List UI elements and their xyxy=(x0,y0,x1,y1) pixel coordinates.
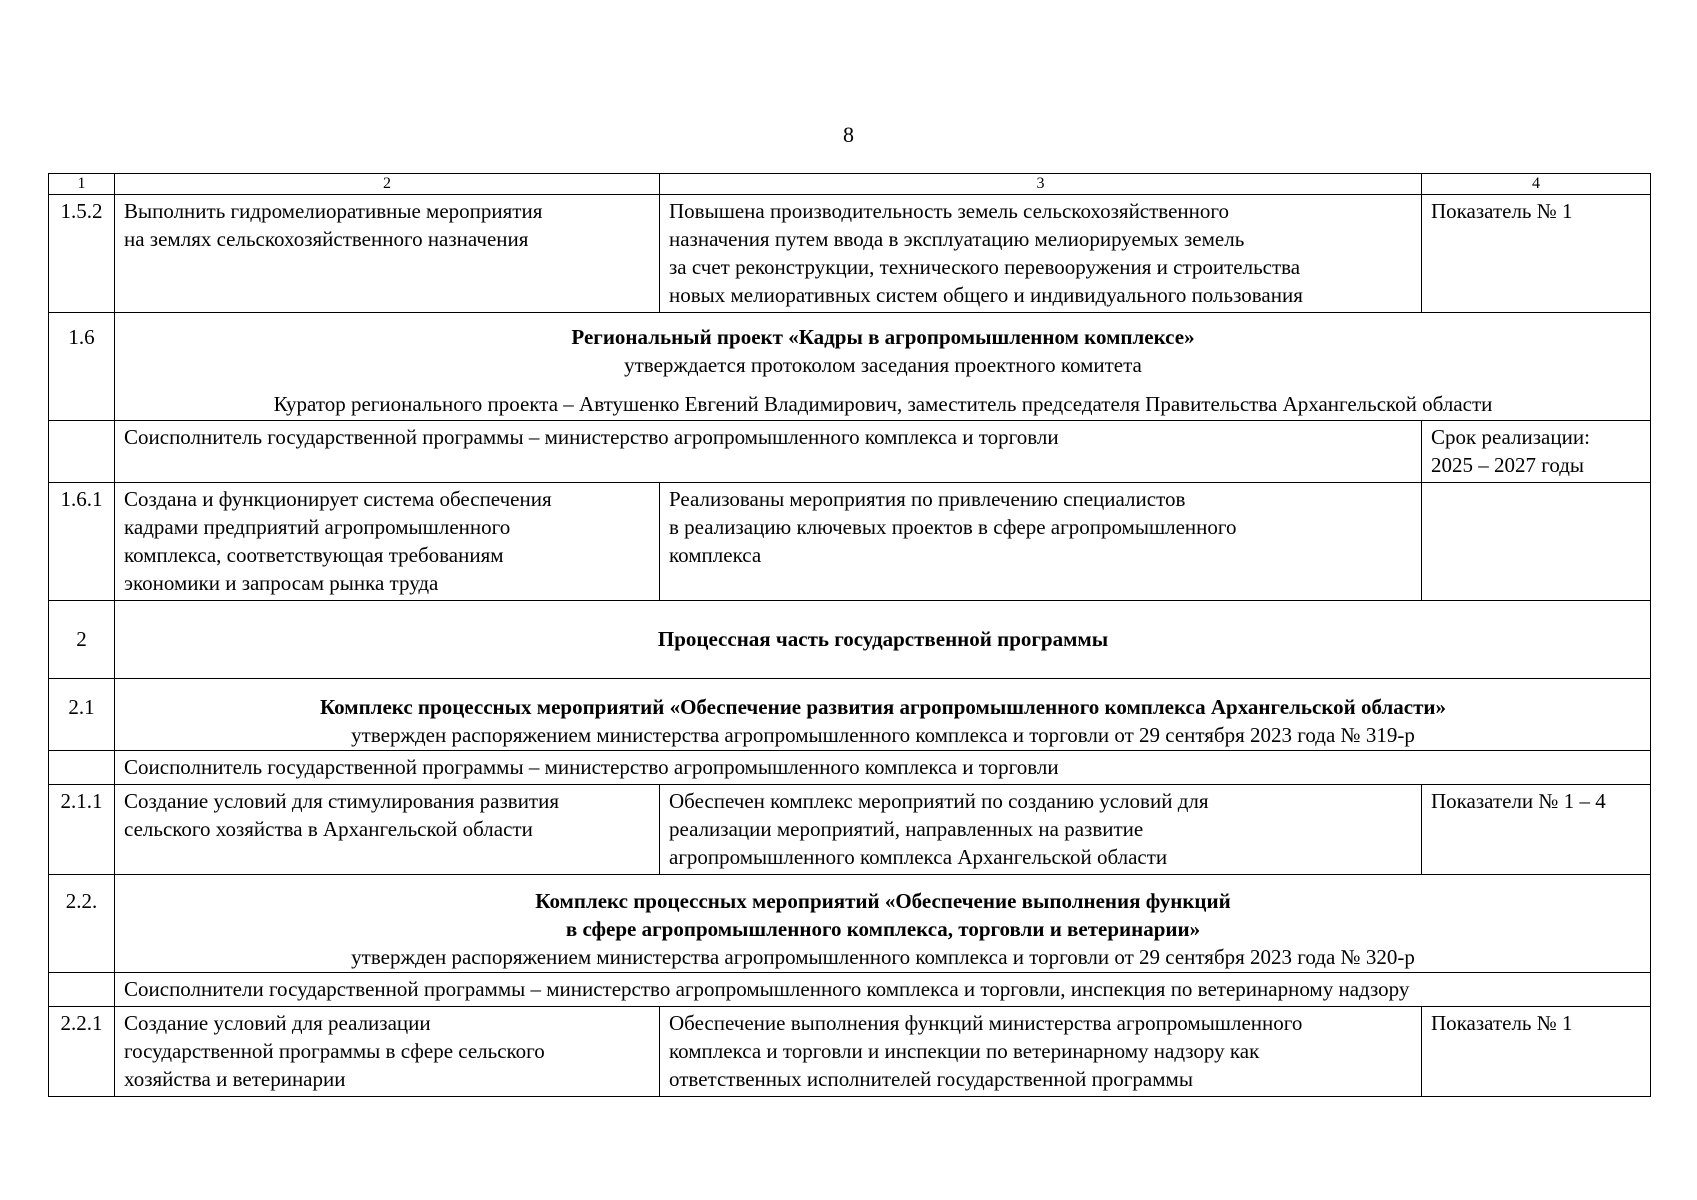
section-header-cell xyxy=(115,679,1651,751)
coexecutor-cell: Соисполнитель государственной программы – министерство агропромышленного комплекса и торговли xyxy=(115,421,1422,483)
program-structure-table xyxy=(48,173,1651,1097)
section-approval: утвержден распоряжением министерства агропромышленного комплекса и торговли от 29 сентября 2023 года № 320-р xyxy=(351,945,1415,969)
result-line: комплекса и торговли и инспекции по ветеринарному надзору как xyxy=(669,1039,1260,1063)
result-cell xyxy=(660,195,1422,313)
coexecutor-cell: Соисполнитель государственной программы – министерство агропромышленного комплекса и торговли xyxy=(115,751,1651,785)
section-title-line: Комплекс процессных мероприятий «Обеспечение выполнения функций xyxy=(535,889,1231,913)
indicator-cell: Показатель № 1 xyxy=(1422,195,1651,313)
column-numbers-row xyxy=(49,174,1651,195)
section-approval: утвержден распоряжением министерства агропромышленного комплекса и торговли от 29 сентября 2023 года № 319-р xyxy=(351,723,1415,747)
section-approval: утверждается протоколом заседания проектного комитета xyxy=(624,353,1142,377)
empty-cell xyxy=(49,421,115,483)
page-number: 8 xyxy=(843,122,854,147)
task-line: комплекса, соответствующая требованиям xyxy=(124,543,504,567)
task-line: Создана и функционирует система обеспечения xyxy=(124,487,552,511)
section-title: Комплекс процессных мероприятий «Обеспечение развития агропромышленного комплекса Архангельской области» xyxy=(319,695,1446,719)
term-value: 2025 – 2027 годы xyxy=(1431,453,1585,477)
coexecutor-row xyxy=(49,751,1651,785)
section-header-cell xyxy=(115,313,1651,421)
result-cell xyxy=(660,785,1422,875)
row-number: 2.1.1 xyxy=(49,785,115,875)
indicator-cell xyxy=(1422,483,1651,601)
indicator-cell: Показатели № 1 – 4 xyxy=(1422,785,1651,875)
task-line: экономики и запросам рынка труда xyxy=(124,571,439,595)
column-number: 2 xyxy=(115,174,660,195)
section-number: 2.2. xyxy=(49,875,115,973)
task-cell xyxy=(115,785,660,875)
column-number: 4 xyxy=(1422,174,1651,195)
result-line: Повышена производительность земель сельскохозяйственного xyxy=(669,199,1229,223)
task-line: Создание условий для стимулирования развития xyxy=(124,789,560,813)
task-line: хозяйства и ветеринарии xyxy=(124,1067,346,1091)
task-line: Выполнить гидромелиоративные мероприятия xyxy=(124,199,543,223)
coexecutor-cell: Соисполнители государственной программы – министерство агропромышленного комплекса и торговли, инспекция по ветеринарному надзору xyxy=(115,973,1651,1007)
section-number: 2.1 xyxy=(49,679,115,751)
section-title-line: в сфере агропромышленного комплекса, торговли и ветеринарии» xyxy=(565,917,1201,941)
section-header-row xyxy=(49,601,1651,679)
row-number: 2.2.1 xyxy=(49,1007,115,1097)
result-line: комплекса xyxy=(669,543,762,567)
section-title: Процессная часть государственной программы xyxy=(115,601,1651,679)
section-title: Региональный проект «Кадры в агропромышленном комплексе» xyxy=(571,325,1195,349)
row-number: 1.6.1 xyxy=(49,483,115,601)
section-header-row xyxy=(49,313,1651,421)
column-number: 3 xyxy=(660,174,1422,195)
section-number: 1.6 xyxy=(49,313,115,421)
empty-cell xyxy=(49,751,115,785)
result-line: за счет реконструкции, технического перевооружения и строительства xyxy=(669,255,1301,279)
result-line: Обеспечение выполнения функций министерства агропромышленного xyxy=(669,1011,1303,1035)
task-line: Создание условий для реализации xyxy=(124,1011,431,1035)
table-row xyxy=(49,195,1651,313)
result-line: в реализацию ключевых проектов в сфере агропромышленного xyxy=(669,515,1237,539)
section-header-row xyxy=(49,679,1651,751)
term-cell xyxy=(1422,421,1651,483)
result-line: Обеспечен комплекс мероприятий по созданию условий для xyxy=(669,789,1209,813)
indicator-cell: Показатель № 1 xyxy=(1422,1007,1651,1097)
empty-cell xyxy=(49,973,115,1007)
result-line: ответственных исполнителей государственной программы xyxy=(669,1067,1193,1091)
table-row xyxy=(49,1007,1651,1097)
table-row xyxy=(49,483,1651,601)
result-cell xyxy=(660,1007,1422,1097)
task-line: государственной программы в сфере сельского xyxy=(124,1039,545,1063)
task-cell xyxy=(115,483,660,601)
column-number: 1 xyxy=(49,174,115,195)
row-number: 1.5.2 xyxy=(49,195,115,313)
coexecutor-row xyxy=(49,421,1651,483)
result-line: новых мелиоративных систем общего и индивидуального пользования xyxy=(669,283,1303,307)
section-header-row xyxy=(49,875,1651,973)
result-line: Реализованы мероприятия по привлечению специалистов xyxy=(669,487,1186,511)
result-line: назначения путем ввода в эксплуатацию мелиорируемых земель xyxy=(669,227,1245,251)
section-curator: Куратор регионального проекта – Автушенко Евгений Владимирович, заместитель председателя Правительства Архангельской области xyxy=(273,392,1493,416)
coexecutor-row xyxy=(49,973,1651,1007)
section-header-cell xyxy=(115,875,1651,973)
task-cell xyxy=(115,195,660,313)
result-line: агропромышленного комплекса Архангельской области xyxy=(669,845,1168,869)
table-row xyxy=(49,785,1651,875)
term-label: Срок реализации: xyxy=(1431,425,1590,449)
task-line: кадрами предприятий агропромышленного xyxy=(124,515,511,539)
result-line: реализации мероприятий, направленных на развитие xyxy=(669,817,1144,841)
section-number: 2 xyxy=(49,601,115,679)
task-line: сельского хозяйства в Архангельской области xyxy=(124,817,533,841)
task-cell xyxy=(115,1007,660,1097)
task-line: на землях сельскохозяйственного назначения xyxy=(124,227,529,251)
result-cell xyxy=(660,483,1422,601)
